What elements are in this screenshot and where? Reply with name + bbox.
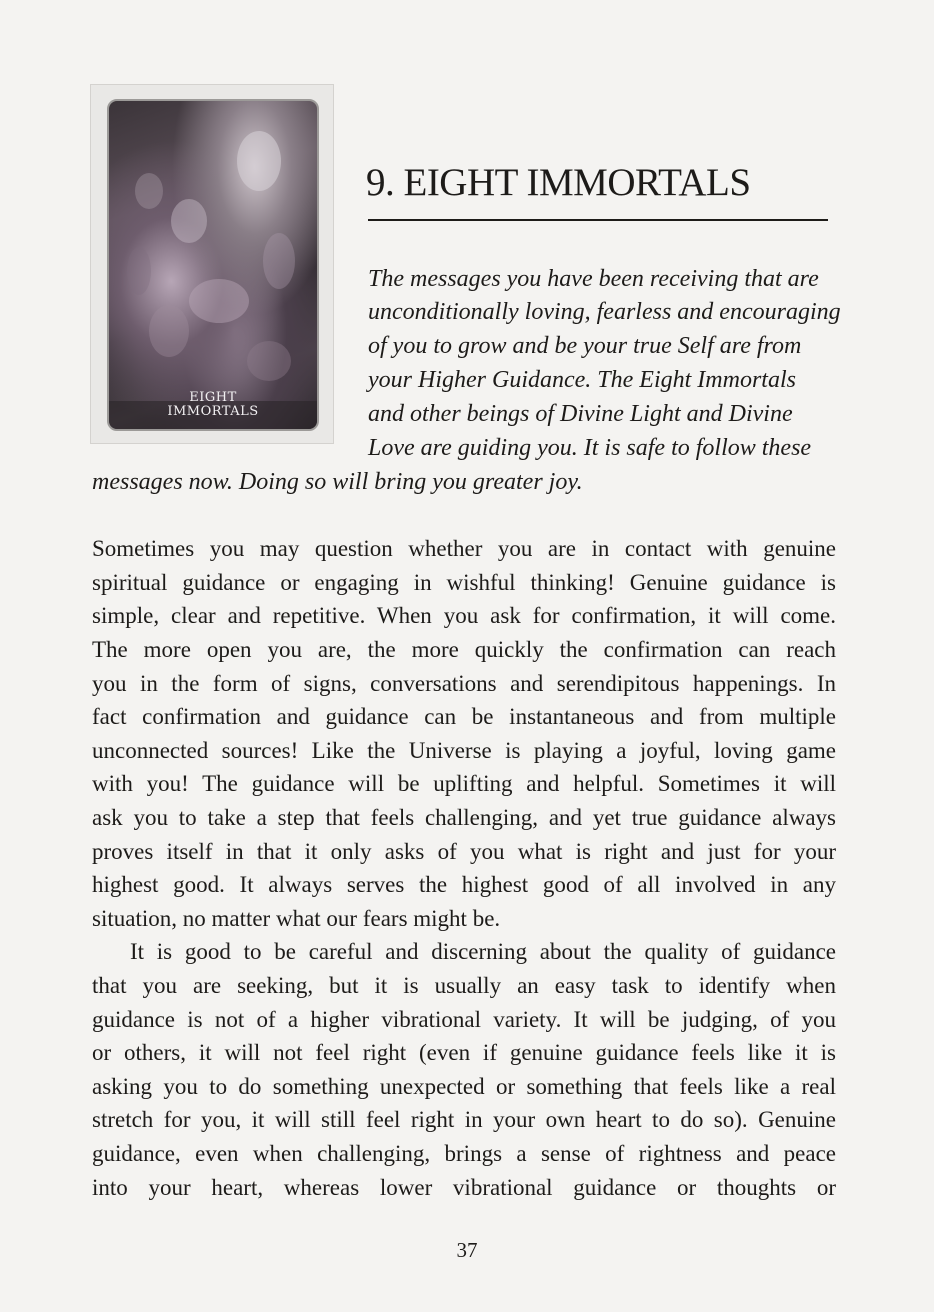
- intro-line: unconditionally loving, fearless and encouraging: [368, 299, 841, 325]
- card-title: [109, 391, 317, 419]
- body-line: Sometimes you may question whether you are in contact with genuine: [92, 536, 836, 561]
- intro-line: your Higher Guidance. The Eight Immortals: [368, 367, 796, 393]
- card-illustration: [109, 101, 317, 429]
- body-line: you in the form of signs, conversations and serendipitous happenings. In: [92, 671, 836, 696]
- body-line: spiritual guidance or engaging in wishful thinking! Genuine guidance is: [92, 570, 836, 595]
- chapter-title: 9. EIGHT IMMORTALS: [366, 161, 751, 204]
- body-line: stretch for you, it will still feel right in your own heart to do so). Genuine: [92, 1107, 836, 1132]
- intro-line: messages now. Doing so will bring you greater joy.: [92, 469, 583, 495]
- body-line: The more open you are, the more quickly the confirmation can reach: [92, 637, 836, 662]
- body-line: ask you to take a step that feels challenging, and yet true guidance always: [92, 805, 836, 830]
- body-line: proves itself in that it only asks of you what is right and just for your: [92, 839, 836, 864]
- body-line: asking you to do something unexpected or something that feels like a real: [92, 1074, 836, 1099]
- body-line: with you! The guidance will be uplifting and helpful. Sometimes it will: [92, 771, 836, 796]
- intro-line: Love are guiding you. It is safe to follow these: [368, 435, 812, 461]
- body-line: guidance is not of a higher vibrational variety. It will be judging, of you: [92, 1007, 836, 1032]
- body-line: situation, no matter what our fears might be.: [92, 906, 501, 931]
- body-line: highest good. It always serves the highest good of all involved in any: [92, 872, 836, 897]
- card-artwork: [107, 99, 319, 431]
- card-title-line1: EIGHT: [189, 390, 237, 405]
- body-line: simple, clear and repetitive. When you ask for confirmation, it will come.: [92, 603, 836, 628]
- oracle-card-image: [90, 84, 334, 444]
- body-line: fact confirmation and guidance can be instantaneous and from multiple: [92, 704, 836, 729]
- card-title-line2: IMMORTALS: [167, 404, 259, 419]
- title-underline: [368, 219, 828, 221]
- intro-line: of you to grow and be your true Self are from: [368, 333, 802, 359]
- body-line: into your heart, whereas lower vibrational guidance or thoughts or: [92, 1175, 836, 1200]
- intro-line: The messages you have been receiving that are: [368, 266, 819, 292]
- body-line: or others, it will not feel right (even if genuine guidance feels like it is: [92, 1040, 836, 1065]
- page-number: 37: [456, 1238, 478, 1262]
- body-line: guidance, even when challenging, brings a sense of rightness and peace: [92, 1141, 836, 1166]
- intro-line: and other beings of Divine Light and Divine: [368, 401, 793, 427]
- body-line: unconnected sources! Like the Universe is playing a joyful, loving game: [92, 738, 836, 763]
- body-line: that you are seeking, but it is usually an easy task to identify when: [92, 973, 836, 998]
- body-line-indented: It is good to be careful and discerning about the quality of guidance: [130, 939, 836, 964]
